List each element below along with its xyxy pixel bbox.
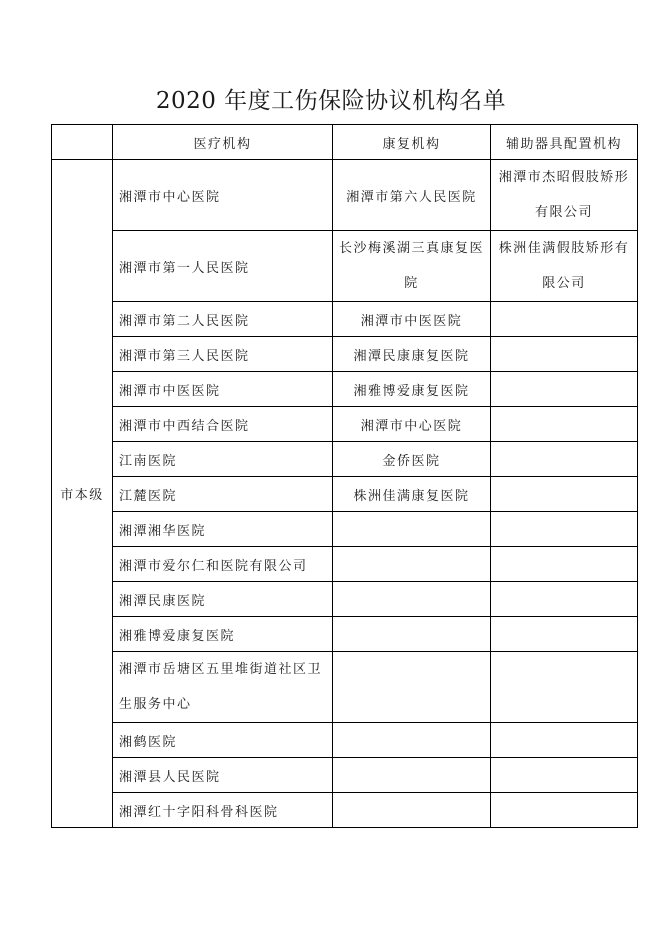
- medical-cell: 湘潭市中医医院: [113, 372, 333, 407]
- rehab-cell: [333, 723, 491, 758]
- rehab-cell: [333, 617, 491, 652]
- rehab-cell: 湘潭民康康复医院: [333, 337, 491, 372]
- rehab-cell: 湘雅博爱康复医院: [333, 372, 491, 407]
- assist-cell: [491, 372, 638, 407]
- header-medical: 医疗机构: [113, 125, 333, 160]
- rehab-cell: [333, 652, 491, 723]
- table-row: [52, 547, 638, 582]
- table-row: [52, 160, 638, 231]
- rehab-cell: 金侨医院: [333, 442, 491, 477]
- level-cell: 市本级: [52, 160, 113, 828]
- table-row: [52, 723, 638, 758]
- medical-cell: 湘潭市岳塘区五里堆街道社区卫生服务中心: [113, 652, 333, 723]
- table-row: [52, 302, 638, 337]
- header-level: [52, 125, 113, 160]
- rehab-cell: 湘潭市第六人民医院: [333, 160, 491, 231]
- assist-cell: 湘潭市杰昭假肢矫形有限公司: [491, 160, 638, 231]
- table-row: [52, 582, 638, 617]
- header-assist: 辅助器具配置机构: [491, 125, 638, 160]
- medical-cell: 湘潭市爱尔仁和医院有限公司: [113, 547, 333, 582]
- table-row: [52, 442, 638, 477]
- assist-cell: [491, 442, 638, 477]
- rehab-cell: 湘潭市中医医院: [333, 302, 491, 337]
- rehab-cell: 长沙梅溪湖三真康复医院: [333, 231, 491, 302]
- rehab-cell: [333, 547, 491, 582]
- table-row: [52, 337, 638, 372]
- table-row: [52, 758, 638, 793]
- assist-cell: [491, 407, 638, 442]
- medical-cell: 湘潭湘华医院: [113, 512, 333, 547]
- medical-cell: 湘鹤医院: [113, 723, 333, 758]
- table-row: [52, 231, 638, 302]
- assist-cell: [491, 582, 638, 617]
- assist-cell: [491, 723, 638, 758]
- medical-cell: 湘潭市第二人民医院: [113, 302, 333, 337]
- medical-cell: 湘潭市第一人民医院: [113, 231, 333, 302]
- medical-cell: 湘潭民康医院: [113, 582, 333, 617]
- assist-cell: [491, 302, 638, 337]
- table-row: [52, 372, 638, 407]
- table-row: [52, 512, 638, 547]
- medical-cell: 江麓医院: [113, 477, 333, 512]
- assist-cell: [491, 477, 638, 512]
- assist-cell: [491, 512, 638, 547]
- table-header-row: [52, 125, 638, 160]
- assist-cell: [491, 758, 638, 793]
- rehab-cell: [333, 512, 491, 547]
- medical-cell: 湘潭市中心医院: [113, 160, 333, 231]
- table-row: [52, 407, 638, 442]
- table-row: [52, 477, 638, 512]
- page-title: 2020 年度工伤保险协议机构名单: [155, 88, 507, 114]
- table-row: [52, 617, 638, 652]
- medical-cell: 湘潭市第三人民医院: [113, 337, 333, 372]
- rehab-cell: 株洲佳满康复医院: [333, 477, 491, 512]
- assist-cell: 株洲佳满假肢矫形有限公司: [491, 231, 638, 302]
- assist-cell: [491, 337, 638, 372]
- medical-cell: 湘潭市中西结合医院: [113, 407, 333, 442]
- agency-table: [51, 124, 638, 828]
- assist-cell: [491, 617, 638, 652]
- rehab-cell: [333, 758, 491, 793]
- medical-cell: 江南医院: [113, 442, 333, 477]
- medical-cell: 湘雅博爱康复医院: [113, 617, 333, 652]
- rehab-cell: 湘潭市中心医院: [333, 407, 491, 442]
- assist-cell: [491, 793, 638, 828]
- medical-cell: 湘潭红十字阳科骨科医院: [113, 793, 333, 828]
- table-row: [52, 793, 638, 828]
- medical-cell: 湘潭县人民医院: [113, 758, 333, 793]
- table-row: [52, 652, 638, 723]
- rehab-cell: [333, 793, 491, 828]
- assist-cell: [491, 547, 638, 582]
- assist-cell: [491, 652, 638, 723]
- header-rehab: 康复机构: [333, 125, 491, 160]
- rehab-cell: [333, 582, 491, 617]
